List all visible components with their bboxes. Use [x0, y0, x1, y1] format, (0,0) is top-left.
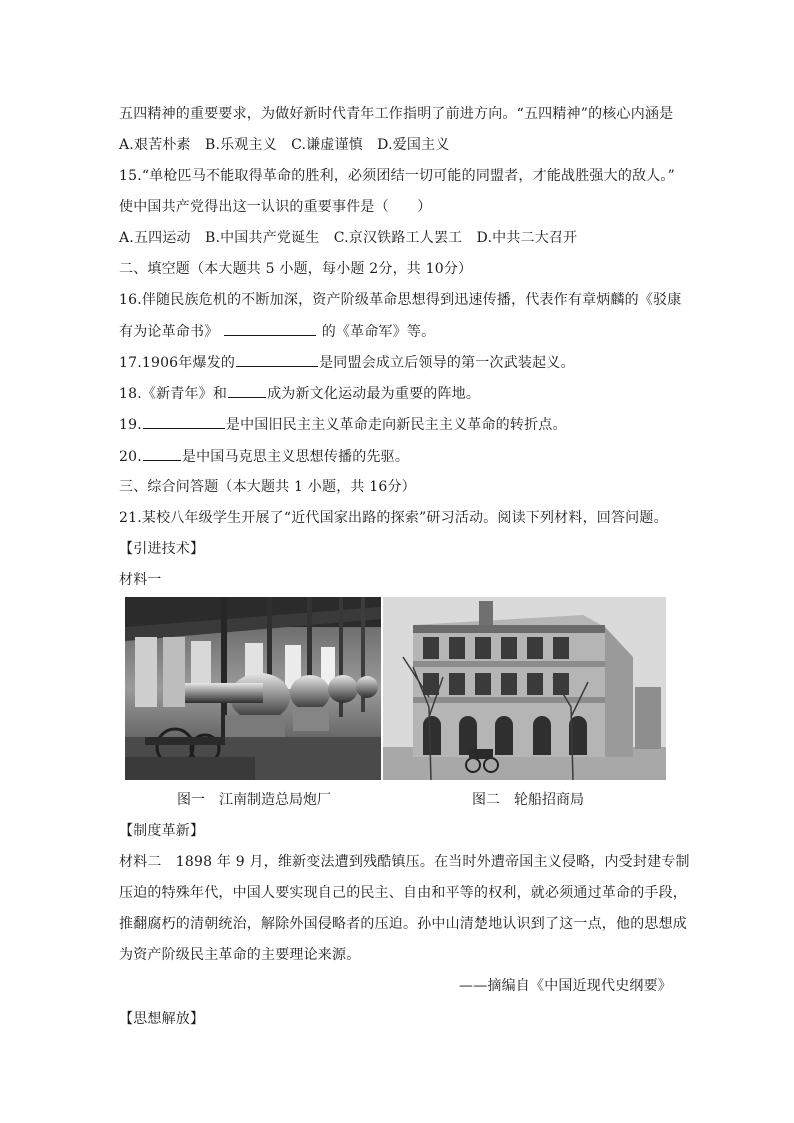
merchant-building-illustration — [383, 597, 666, 780]
answer-blank-20[interactable] — [143, 446, 181, 461]
question-18-text-a: 18.《新青年》和 — [119, 386, 228, 402]
subheading-introduce-technology: 【引进技术】 — [119, 541, 205, 557]
question-15-stem-cont: 使中国共产党得出这一认识的重要事件是（ ） — [119, 199, 432, 215]
question-19-text-b: 是中国旧民主主义革命走向新民主主义革命的转折点。 — [225, 417, 567, 433]
question-15-stem: 15.“单枪匹马不能取得革命的胜利，必须团结一切可能的同盟者，才能战胜强大的敌人。” — [119, 168, 675, 184]
question-20-text-b: 是中国马克思主义思想传播的先驱。 — [181, 449, 410, 465]
figure-2-title: 轮船招商局 — [514, 792, 584, 808]
question-18 — [119, 383, 679, 404]
figure-1-number: 图一 — [177, 792, 205, 808]
subheading-thought-liberation: 【思想解放】 — [119, 1011, 205, 1027]
answer-blank-16[interactable] — [224, 321, 316, 336]
question-18-text-b: 成为新文化运动最为重要的阵地。 — [267, 386, 481, 402]
subheading-institutional-reform: 【制度革新】 — [119, 823, 205, 839]
question-17 — [119, 352, 679, 373]
question-16-text-a: 有为论革命书》 — [119, 324, 219, 340]
answer-blank-18[interactable] — [228, 383, 266, 398]
figure-1-caption — [177, 790, 331, 810]
arsenal-factory-illustration — [125, 597, 381, 780]
figure-2-photo — [383, 597, 666, 780]
material-two-p2: 压迫的特殊年代，中国人要实现自己的民主、自由和平等的权利，就必须通过革命的手段， — [119, 885, 687, 901]
question-15-options: A.五四运动 B.中国共产党诞生 C.京汉铁路工人罢工 D.中共二大召开 — [119, 230, 578, 246]
figure-1-title: 江南制造总局炮厂 — [219, 792, 331, 808]
question-16-stem: 16.伴随民族危机的不断加深，资产阶级革命思想得到迅速传播，代表作有章炳麟的《驳康 — [119, 292, 682, 308]
question-19-text-a: 19. — [119, 417, 142, 433]
section-fill-blank-heading: 二、填空题（本大题共 5 小题，每小题 2分，共 10分） — [119, 261, 473, 277]
material-two-p1: 材料二 1898 年 9 月，维新变法遭到残酷镇压。在当时外遭帝国主义侵略，内受封建专制 — [119, 854, 690, 870]
question-19 — [119, 414, 679, 435]
question-21-stem: 21.某校八年级学生开展了“近代国家出路的探索”研习活动。阅读下列材料，回答问题。 — [119, 510, 668, 526]
material-two-p4: 为资产阶级民主革命的主要理论来源。 — [119, 947, 361, 963]
section-comprehensive-heading: 三、综合问答题（本大题共 1 小题，共 16分） — [119, 479, 416, 495]
question-20 — [119, 446, 679, 467]
answer-blank-17[interactable] — [236, 352, 318, 367]
question-14-stem: 五四精神的重要要求，为做好新时代青年工作指明了前进方向。“五四精神”的核心内涵是 — [119, 106, 674, 122]
question-17-text-a: 17.1906年爆发的 — [119, 355, 236, 371]
question-17-text-b: 是同盟会成立后领导的第一次武装起义。 — [319, 355, 575, 371]
question-16-text-b: 的《革命军》等。 — [321, 324, 436, 340]
question-20-text-a: 20. — [119, 449, 142, 465]
material-two-source: ——摘编自《中国近现代史纲要》 — [459, 978, 672, 994]
figure-1-photo — [125, 597, 381, 780]
figure-2-caption — [472, 790, 584, 810]
material-two-p3: 推翻腐朽的清朝统治，解除外国侵略者的压迫。孙中山清楚地认识到了这一点，他的思想成 — [119, 916, 687, 932]
material-one-label: 材料一 — [119, 572, 162, 588]
answer-blank-19[interactable] — [143, 414, 225, 429]
question-14-options: A.艰苦朴素 B.乐观主义 C.谦虚谨慎 D.爱国主义 — [119, 137, 450, 153]
question-16-stem-cont — [119, 321, 679, 342]
figure-2-number: 图二 — [472, 792, 500, 808]
